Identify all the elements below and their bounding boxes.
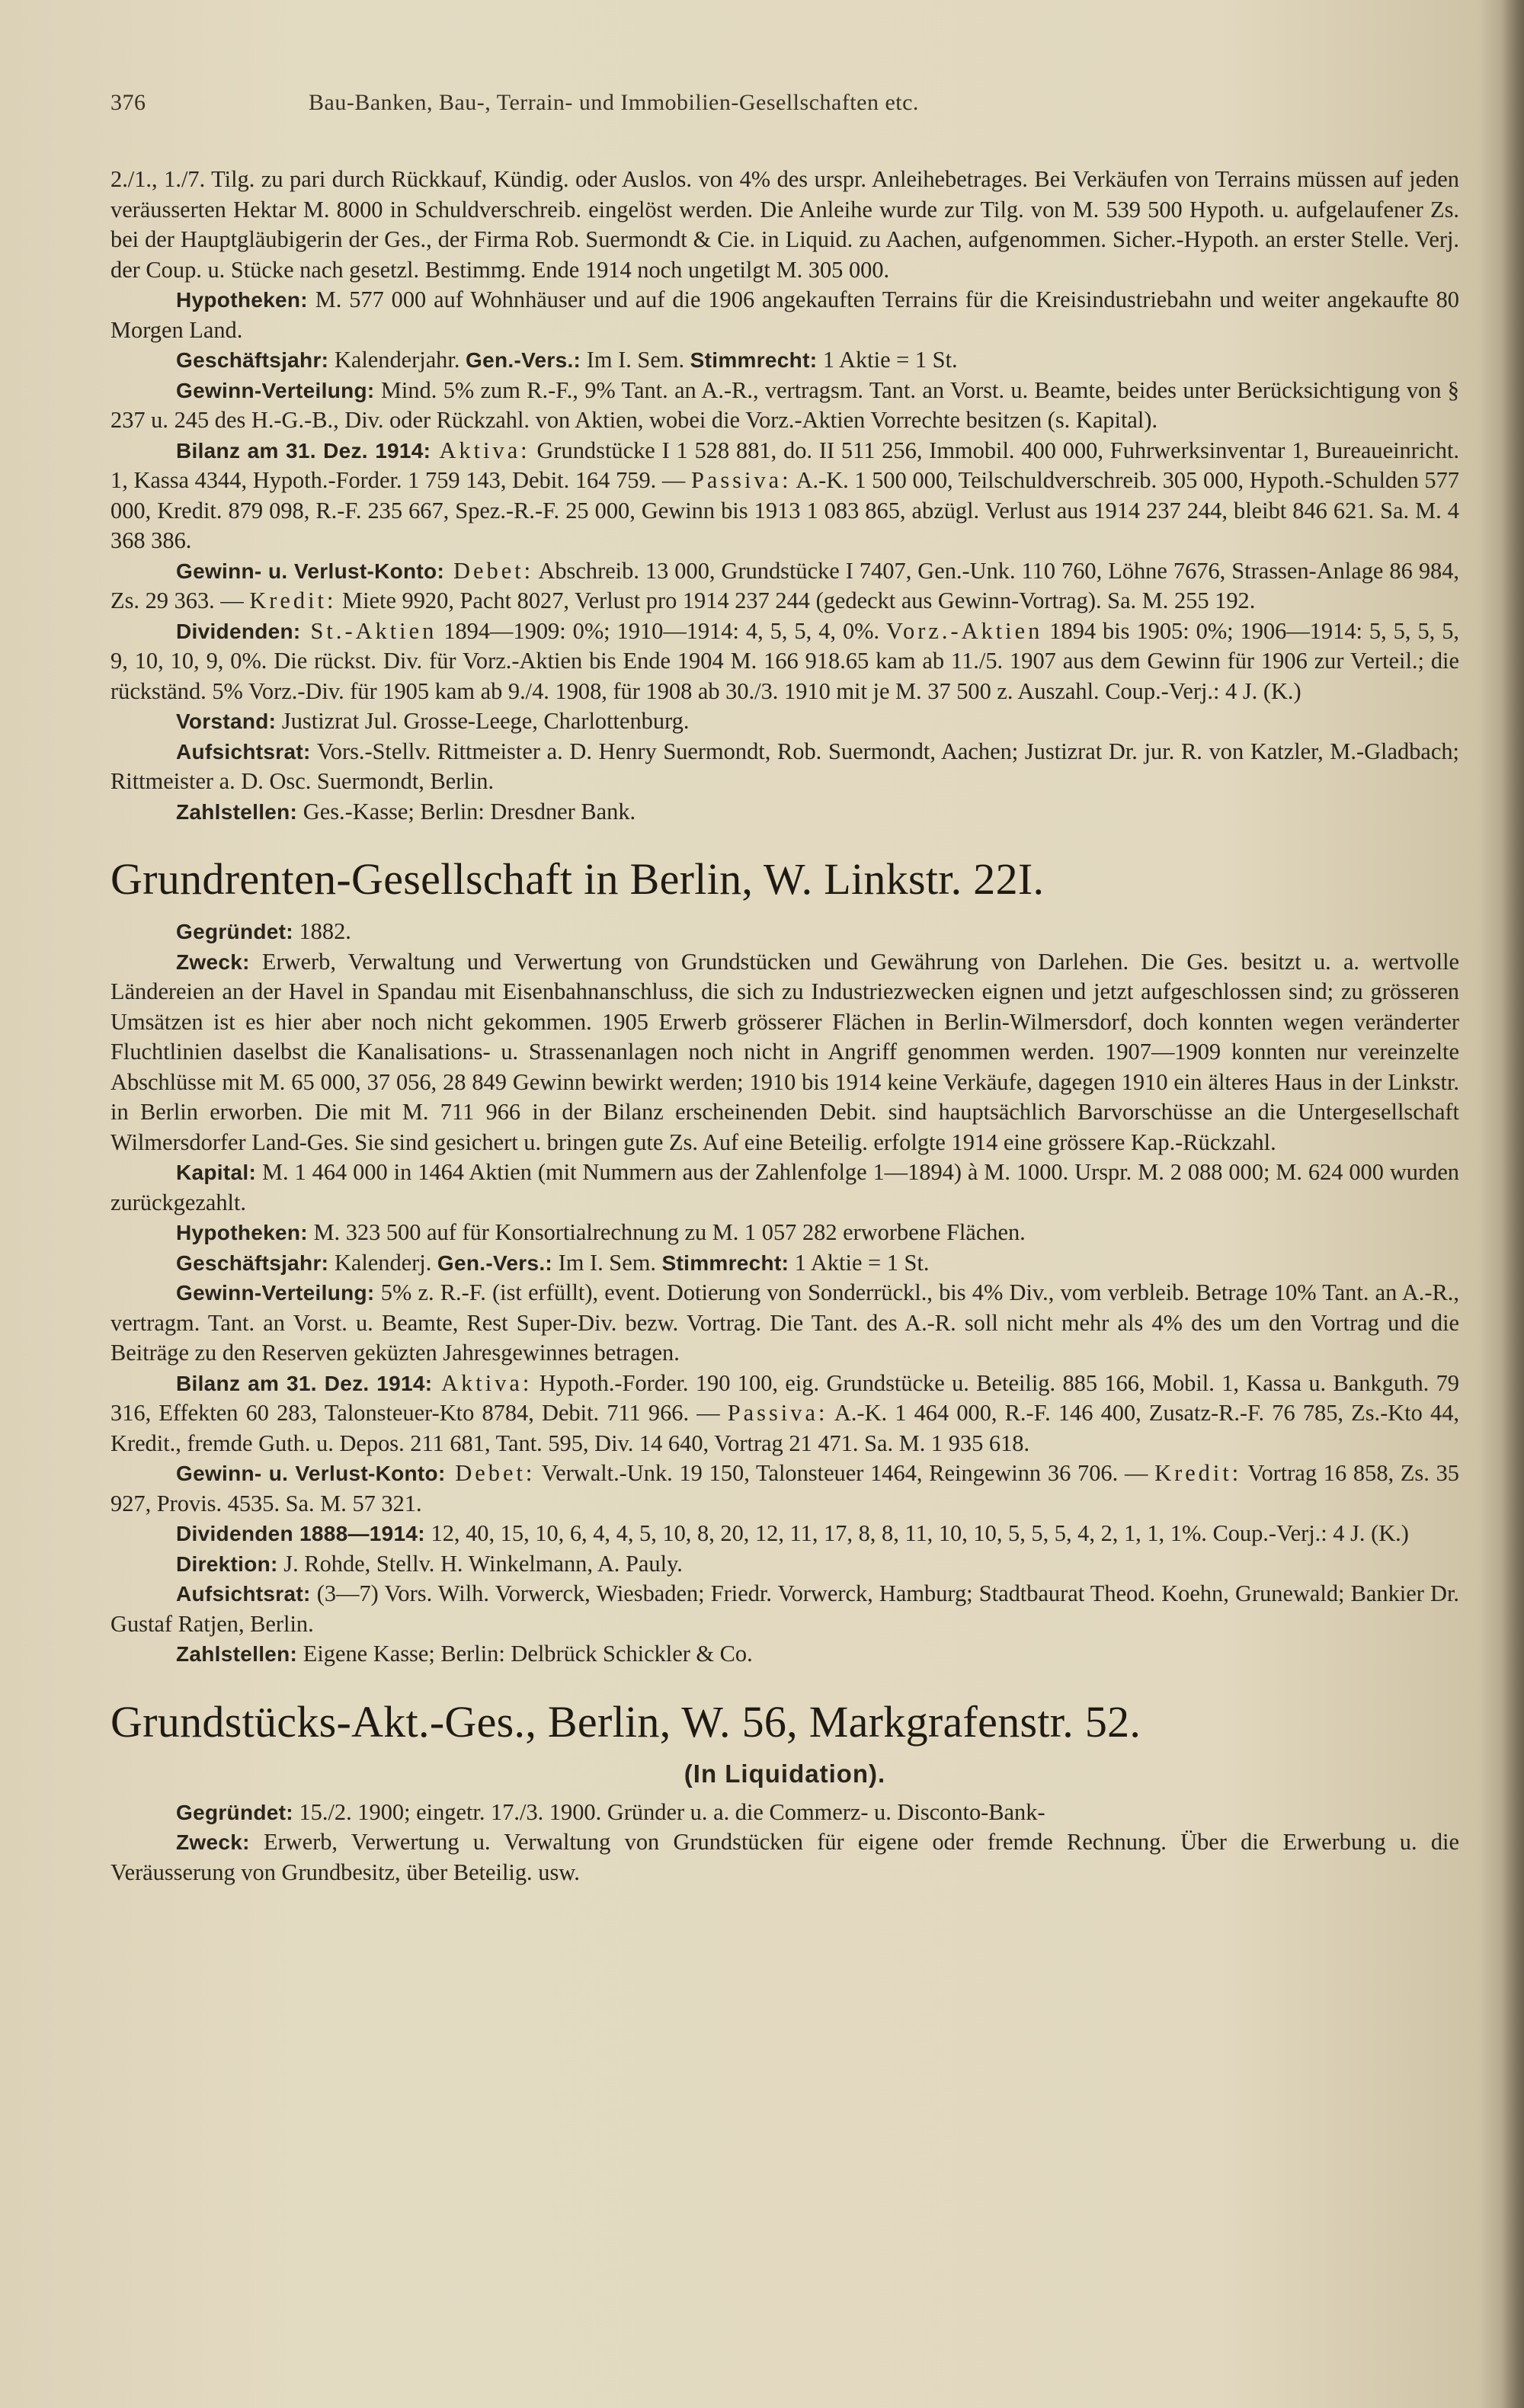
supervisory-board-entry <box>110 737 1459 797</box>
debit-text: Abschreib. 13 000, Grundstücke I 7407, Gen.-Unk. 110 760, Löhne 7676, Strassen-Anlage 86 984, Zs. 29 363. — <box>110 557 1459 613</box>
profit-distribution-text: 5% z. R.-F. (ist erfüllt), event. Dotierung von Sonderrückl., bis 4% Div., vom verbleib. Betrage 10% Tant. an A.-R., vertragm. Tant. an Vorst. u. Beamte, Rest Super-Div. bezw. Vortrag. Die Tant. des A.-R. soll nicht mehr als 4% des um den Vortrag und die Beiträge zu den Reserven geküzten Jahresgewinnes betragen. <box>110 1279 1459 1366</box>
supervisory-board-text: (3—7) Vors. Wilh. Vorwerck, Wiesbaden; Friedr. Vorwerck, Hamburg; Stadtbaurat Theod. Koehn, Grunewald; Bankier Dr. Gustaf Ratjen, Berlin. <box>110 1580 1459 1637</box>
board-label: Vorstand: <box>176 709 277 733</box>
paying-agents-text: Eigene Kasse; Berlin: Delbrück Schickler & Co. <box>297 1641 753 1667</box>
section-previous-company <box>110 165 1459 827</box>
purpose-label: Zweck: <box>176 949 250 974</box>
paying-agents-label: Zahlstellen: <box>176 1642 298 1666</box>
mortgages-entry <box>110 1218 1459 1248</box>
company-heading: Grundrenten-Gesellschaft in Berlin, W. Linkstr. 22I. <box>110 854 1045 904</box>
balance-sheet-entry <box>110 436 1459 556</box>
dividends-label: Dividenden 1888—1914: <box>176 1522 425 1545</box>
assets-text: Grundstücke I 1 528 881, do. II 511 256, Immobil. 400 000, Fuhrwerksinventar 1, Bureaueinricht. 1, Kassa 4344, Hypoth.-Forder. 1 759 143, Debit. 164 759. — <box>110 437 1460 493</box>
supervisory-board-entry <box>110 1579 1459 1639</box>
mortgages-entry <box>110 285 1459 345</box>
debit-label: Debet: <box>445 1460 536 1486</box>
running-header <box>110 90 1459 116</box>
voting-right-label: Stimmrecht: <box>661 1250 789 1275</box>
fiscal-year-entry <box>110 1248 1459 1279</box>
purpose-text: Erwerb, Verwaltung und Verwertung von Grundstücken und Gewährung von Darlehen. Die Ges. besitzt u. a. wertvolle Ländereien an der Havel in Spandau mit Eisenbahnanschluss, die sich zu Industriezwecken eignen und jetzt aufgeschlossen sind; zu grösseren Umsätzen ist es hier aber noch nicht gekommen. 1905 Erwerb grösserer Flächen in Berlin-Wilmersdorf, doch konnten wegen veränderter Fluchtlinien daselbst die Kanalisations- u. Strassenanlagen noch nicht in Angriff genommen werden. 1907—1909 konnten nur vereinzelte Abschlüsse mit M. 65 000, 37 056, 28 849 Gewinn bewirkt werden; 1910 bis 1914 keine Verkäufe, dagegen 1910 ein älteres Haus in der Linkstr. in Berlin erworben. Die mit M. 711 966 in der Bilanz erscheinenden Debit. sind hauptsächlich Barvorschüsse an die Untergesellschaft Wilmersdorfer Land-Ges. Sie sind gesichert u. bringen gute Zs. Auf eine Beteilig. erfolgte 1914 eine grössere Kap.-Rückzahl. <box>110 948 1459 1155</box>
page-number: 376 <box>110 90 146 115</box>
paying-agents-text: Ges.-Kasse; Berlin: Dresdner Bank. <box>297 798 636 825</box>
liabilities-label: Passiva: <box>690 467 792 493</box>
profit-loss-entry <box>110 1459 1459 1519</box>
founded-label: Gegründet: <box>176 920 293 943</box>
dividends-entry <box>110 1519 1459 1549</box>
preferred-shares-label: Vorz.-Aktien <box>886 617 1043 644</box>
bond-terms-text: 2./1., 1./7. Tilg. zu pari durch Rückkauf, Kündig. oder Auslos. von 4% des urspr. Anleihebetrages. Bei Verkäufen von Terrains müssen auf jeden veräusserten Hektar M. 8000 in Schuldverschreib. eingelöst werden. Die Anleihe wurde zur Tilg. von M. 539 500 Hypoth. u. aufgelaufener Zs. bei der Hauptgläubigerin der Ges., der Firma Rob. Suermondt & Cie. in Liquid. zu Aachen, aufgenommen. Sicher.-Hypoth. an erster Stelle. Verj. der Coup. u. Stücke nach gesetzl. Bestimmg. Ende 1914 noch ungetilgt M. 305 000. <box>110 166 1459 283</box>
liquidation-subheading: (In Liquidation). <box>684 1759 886 1788</box>
balance-sheet-label: Bilanz am 31. Dez. 1914: <box>176 1371 433 1395</box>
capital-text: M. 1 464 000 in 1464 Aktien (mit Nummern aus der Zahlenfolge 1—1894) à M. 1000. Urspr. M. 2 088 000; M. 624 000 wurden zurückgezahlt. <box>110 1159 1459 1215</box>
founded-label: Gegründet: <box>176 1800 293 1824</box>
purpose-entry <box>110 947 1459 1158</box>
profit-distribution-label: Gewinn-Verteilung: <box>176 378 375 402</box>
profit-distribution-entry <box>110 1278 1459 1369</box>
dividends-label: Dividenden: <box>176 619 301 643</box>
purpose-text: Erwerb, Verwertung u. Verwaltung von Grundstücken für eigene oder fremde Rechnung. Über die Erwerbung u. die Veräusserung von Grundbesitz, über Beteilig. usw. <box>110 1829 1459 1885</box>
founded-entry <box>110 917 1459 947</box>
assets-label: Aktiva: <box>432 1369 533 1396</box>
board-entry <box>110 706 1459 737</box>
assets-label: Aktiva: <box>431 437 530 463</box>
credit-text: Vortrag 16 858, Zs. 35 927, Provis. 4535. Sa. M. 57 321. <box>110 1460 1460 1516</box>
founded-text: 15./2. 1900; eingetr. 17./3. 1900. Gründer u. a. die Commerz- u. Disconto-Bank- <box>293 1798 1045 1825</box>
purpose-label: Zweck: <box>176 1830 250 1854</box>
section-grundrenten-gesellschaft <box>110 854 1459 1670</box>
mortgages-label: Hypotheken: <box>176 288 308 312</box>
supervisory-board-label: Aufsichtsrat: <box>176 1582 311 1606</box>
general-meeting-label: Gen.-Vers.: <box>466 348 581 372</box>
balance-sheet-entry <box>110 1369 1459 1459</box>
management-label: Direktion: <box>176 1551 278 1576</box>
company-heading: Grundstücks-Akt.-Ges., Berlin, W. 56, Markgrafenstr. 52. <box>110 1696 1141 1747</box>
assets-text: Hypoth.-Forder. 190 100, eig. Grundstücke u. Beteilig. 885 166, Mobil. 1, Kassa u. Bankguth. 79 316, Effekten 60 283, Talonsteuer-Kto 8784, Debit. 711 966. — <box>110 1369 1460 1426</box>
profit-loss-label: Gewinn- u. Verlust-Konto: <box>176 559 445 583</box>
paying-agents-entry <box>110 1639 1459 1670</box>
fiscal-year-text: Kalenderj. <box>328 1249 437 1276</box>
paying-agents-entry <box>110 797 1459 828</box>
liabilities-text: A.-K. 1 500 000, Teilschuldverschreib. 305 000, Hypoth.-Schulden 577 000, Kredit. 879 098, R.-F. 235 667, Spez.-R.-F. 25 000, Gewinn bis 1913 1 083 865, abzügl. Verlust aus 1914 237 244, bleibt 846 621. Sa. M. 4 368 386. <box>110 467 1459 553</box>
section-grundstuecks-akt-ges <box>110 1697 1459 1888</box>
dividends-text-1: 1894—1909: 0%; 1910—1914: 4, 5, 5, 4, 0%. <box>437 617 887 644</box>
liabilities-text: A.-K. 1 464 000, R.-F. 146 400, Zusatz-R.-F. 76 785, Zs.-Kto 44, Kredit., fremde Guth. u. Depos. 211 681, Tant. 595, Div. 14 640, Vortrag 21 471. Sa. M. 1 935 618. <box>110 1400 1459 1456</box>
general-meeting-text: Im I. Sem. <box>552 1249 662 1276</box>
founded-entry <box>110 1798 1459 1828</box>
paying-agents-label: Zahlstellen: <box>176 799 298 824</box>
fiscal-year-entry <box>110 345 1459 376</box>
dividends-text: 12, 40, 15, 10, 6, 4, 4, 5, 10, 8, 20, 12, 11, 17, 8, 8, 11, 10, 10, 5, 5, 5, 4, 2, 1, 1, 1%. Coup.-Verj.: 4 J. (K.) <box>424 1520 1409 1546</box>
capital-label: Kapital: <box>176 1161 257 1184</box>
mortgages-text: M. 323 500 auf für Konsortialrechnung zu M. 1 057 282 erworbene Flächen. <box>307 1219 1026 1245</box>
board-text: Justizrat Jul. Grosse-Leege, Charlottenburg. <box>276 708 690 734</box>
profit-distribution-text: Mind. 5% zum R.-F., 9% Tant. an A.-R., vertragsm. Tant. an Vorst. u. Beamte, beides unter Berücksichtigung von § 237 u. 245 des H.-G.-B., Div. oder Rückzahl. von Aktien, wobei die Vorz.-Aktien Vorrechte besitzen (s. Kapital). <box>110 376 1459 433</box>
management-entry <box>110 1549 1459 1580</box>
voting-right-text: 1 Aktie = 1 St. <box>817 347 958 373</box>
fiscal-year-label: Geschäftsjahr: <box>176 348 329 372</box>
voting-right-text: 1 Aktie = 1 St. <box>789 1249 930 1276</box>
founded-text: 1882. <box>293 918 351 944</box>
profit-loss-entry <box>110 556 1459 616</box>
credit-label: Kredit: <box>1154 1460 1242 1486</box>
management-text: J. Rohde, Stellv. H. Winkelmann, A. Pauly. <box>277 1550 683 1577</box>
profit-distribution-entry <box>110 376 1459 436</box>
dividends-entry <box>110 616 1459 707</box>
debit-label: Debet: <box>444 557 534 584</box>
debit-text: Verwalt.-Unk. 19 150, Talonsteuer 1464, Reingewinn 36 706. — <box>535 1460 1155 1486</box>
mortgages-label: Hypotheken: <box>176 1221 308 1244</box>
profit-distribution-label: Gewinn-Verteilung: <box>176 1281 375 1305</box>
mortgages-text: M. 577 000 auf Wohnhäuser und auf die 1906 angekauften Terrains für die Kreisindustriebahn und weiter angekaufte 80 Morgen Land. <box>110 287 1459 343</box>
liabilities-label: Passiva: <box>727 1400 828 1426</box>
fiscal-year-label: Geschäftsjahr: <box>176 1250 329 1275</box>
credit-label: Kredit: <box>249 588 337 613</box>
page-content <box>110 90 1459 1888</box>
capital-entry <box>110 1158 1459 1218</box>
balance-sheet-label: Bilanz am 31. Dez. 1914: <box>176 438 431 463</box>
supervisory-board-text: Vors.-Stellv. Rittmeister a. D. Henry Suermondt, Rob. Suermondt, Aachen; Justizrat Dr. jur. R. von Katzler, M.-Gladbach; Rittmeister a. D. Osc. Suermondt, Berlin. <box>110 738 1459 794</box>
general-meeting-text: Im I. Sem. <box>581 347 690 373</box>
running-title: Bau-Banken, Bau-, Terrain- und Immobilien-Gesellschaften etc. <box>309 90 919 115</box>
credit-text: Miete 9920, Pacht 8027, Verlust pro 1914 237 244 (gedeckt aus Gewinn-Vortrag). Sa. M. 255 192. <box>336 588 1256 613</box>
profit-loss-label: Gewinn- u. Verlust-Konto: <box>176 1462 446 1485</box>
supervisory-board-label: Aufsichtsrat: <box>176 739 311 764</box>
fiscal-year-text: Kalenderjahr. <box>328 347 466 373</box>
voting-right-label: Stimmrecht: <box>690 348 818 372</box>
purpose-entry <box>110 1827 1459 1888</box>
dividends-text-2: 1894 bis 1905: 0%; 1906—1914: 5, 5, 5, 5, 9, 10, 10, 9, 0%. Die rückst. Div. für Vorz.-Aktien bis Ende 1904 M. 166 918.65 kam ab 11./5. 1907 aus dem Gewinn für 1906 zur Verteil.; die rückständ. 5% Vorz.-Div. für 1905 kam ab 9./4. 1908, für 1908 ab 30./3. 1910 mit je M. 37 500 z. Auszahl. Coup.-Verj.: 4 J. (K.) <box>110 617 1459 704</box>
page-binding-shadow <box>1501 0 1524 2408</box>
common-shares-label: St.-Aktien <box>300 617 437 644</box>
general-meeting-label: Gen.-Vers.: <box>437 1250 553 1275</box>
